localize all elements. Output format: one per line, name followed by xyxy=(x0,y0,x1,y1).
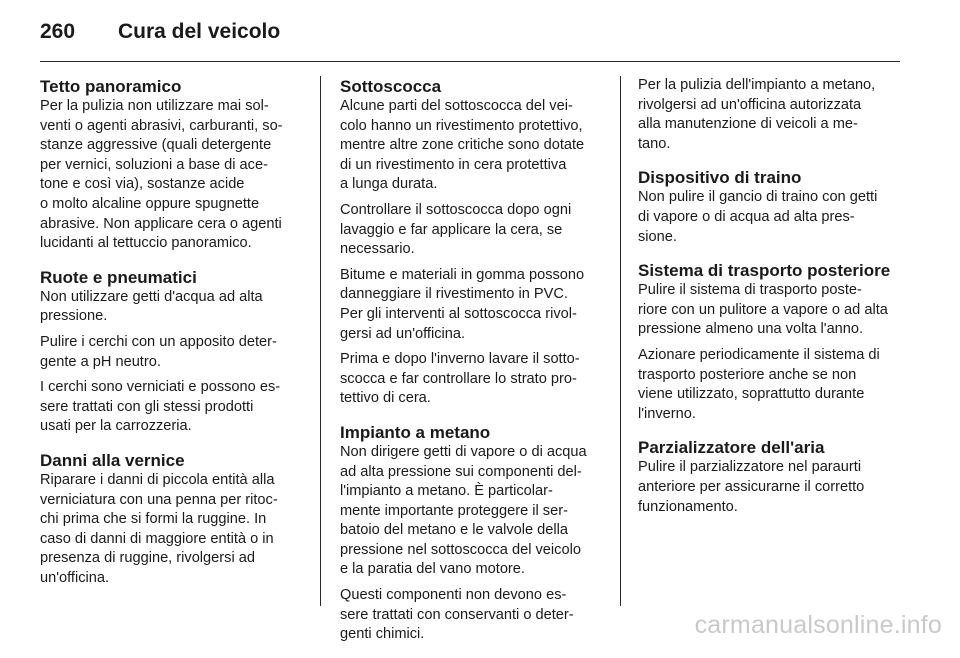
page-header xyxy=(40,12,280,52)
paragraph: Prima e dopo l'inverno lavare il sotto- scocca e far controllare lo strato pro- tettivo di cera. xyxy=(340,351,580,407)
page-number: 260 xyxy=(40,20,76,43)
section-heading: Danni alla vernice xyxy=(40,450,185,470)
paragraph: Azionare periodicamente il sistema di trasporto posteriore anche se non viene utilizzato, soprattutto durante l'inverno. xyxy=(638,346,880,422)
section xyxy=(40,267,302,437)
paragraph: Bitume e materiali in gomma possono danneggiare il rivestimento in PVC. Per gli interventi al sottoscocca rivol- gersi ad un'officina. xyxy=(340,266,585,342)
paragraph: Non utilizzare getti d'acqua ad alta pressione. xyxy=(40,288,263,325)
column-divider xyxy=(620,76,621,606)
section xyxy=(638,260,904,424)
section-heading: Tetto panoramico xyxy=(40,77,182,96)
paragraph: Pulire i cerchi con un apposito deter- gente a pH neutro. xyxy=(40,333,277,370)
section xyxy=(638,76,904,154)
page-title: Cura del veicolo xyxy=(118,20,281,43)
column-divider xyxy=(320,76,321,606)
section-heading: Ruote e pneumatici xyxy=(40,267,197,287)
paragraph: Controllare il sottoscocca dopo ogni lavaggio e far applicare la cera, se necessario. xyxy=(340,201,572,258)
section-heading: Dispositivo di traino xyxy=(638,168,802,188)
section xyxy=(40,76,302,254)
paragraph: Pulire il sistema di trasporto poste- riore con un pulitore a vapore o ad alta pressione almeno una volta l'anno. xyxy=(638,282,888,338)
paragraph: Per la pulizia dell'impianto a metano, rivolgersi ad un'officina autorizzata alla manutenzione di veicoli a me- tano. xyxy=(638,77,876,152)
paragraph: Non dirigere getti di vapore o di acqua ad alta pressione sui componenti del- l'impianto a metano. È particolar- mente importante proteggere il ser- batoio del metano e le valvole della pressione nel sottoscocca del veicolo e la paratia del vano motore. xyxy=(340,443,587,578)
paragraph: Alcune parti del sottoscocca del vei- colo hanno un rivestimento protettivo, mentre altre zone critiche sono dotate di un rivestimento in cera protettiva a lunga durata. xyxy=(340,98,585,193)
section-heading: Sistema di trasporto posteriore xyxy=(638,261,891,281)
section-heading: Sottoscocca xyxy=(340,77,442,96)
watermark: carmanualsonline.info xyxy=(694,611,942,639)
paragraph: Riparare i danni di piccola entità alla verniciatura con una penna per ritoc- chi prima che si formi la ruggine. In caso di danni di maggiore entità o in presenza di ruggine, rivolgersi ad un'officina. xyxy=(40,471,278,586)
section-heading: Impianto a metano xyxy=(340,422,491,442)
section xyxy=(638,167,904,247)
column-3 xyxy=(638,76,904,530)
section xyxy=(40,450,302,589)
column-1 xyxy=(40,76,302,601)
column-2 xyxy=(340,76,608,658)
section xyxy=(340,76,608,409)
paragraph: I cerchi sono verniciati e possono es- sere trattati con gli stessi prodotti usati per la carrozzeria. xyxy=(40,379,281,435)
paragraph: Pulire il parzializzatore nel paraurti anteriore per assicurarne il corretto funzionamento. xyxy=(638,459,865,515)
paragraph: Per la pulizia non utilizzare mai sol- venti o agenti abrasivi, carburanti, so- stanze aggressive (quali detergente per vernici, soluzioni a base di ace- tone e così via), sostanze acide o molto alcaline oppure spugnette abrasive. Non applicare cera o agenti lucidanti al tettuccio panoramico. xyxy=(40,98,283,252)
paragraph: Questi componenti non devono es- sere trattati con conservanti o deter- genti chimici. xyxy=(340,587,574,643)
section xyxy=(638,437,904,517)
paragraph: Non pulire il gancio di traino con getti di vapore o di acqua ad alta pres- sione. xyxy=(638,189,878,245)
section xyxy=(340,422,608,645)
section-heading: Parzializzatore dell'aria xyxy=(638,438,825,458)
header-rule xyxy=(40,61,900,62)
